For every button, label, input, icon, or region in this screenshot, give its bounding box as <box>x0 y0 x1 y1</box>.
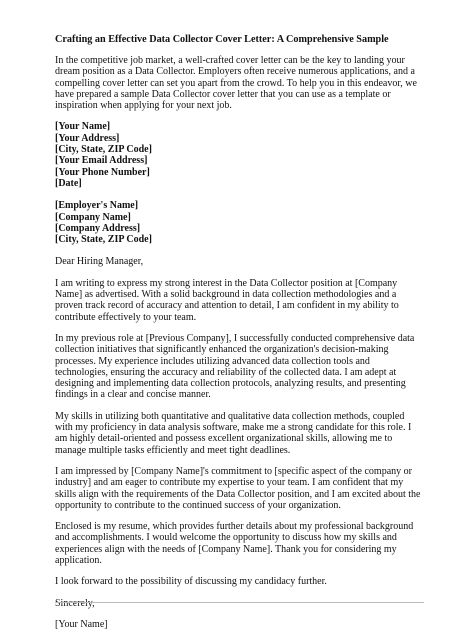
company-city-state-zip: [City, State, ZIP Code] <box>55 234 152 246</box>
sender-email: [Your Email Address] <box>55 155 148 167</box>
sender-address: [Your Address] <box>55 132 120 144</box>
closing: Sincerely, <box>55 597 95 609</box>
body-paragraph-5: Enclosed is my resume, which provides further details about my professional background and accomplishments. I would welcome the opportunity to discuss how my skills and experiences align with the needs of [Company Name]. Thank you for considering my application. <box>55 521 414 566</box>
recipient-block <box>55 200 424 245</box>
sender-block <box>55 121 424 189</box>
company-address: [Company Address] <box>55 222 141 234</box>
footer-divider <box>55 602 424 603</box>
sender-date: [Date] <box>55 177 82 189</box>
intro-paragraph: In the competitive job market, a well-crafted cover letter can be the key to landing your dream position as a Data Collector. Employers often receive numerous applications, and a compelling cover letter can set you apart from the crowd. To help you in this endeavor, we have prepared a sample Data Collector cover letter that you can use as a template or inspiration when applying for your next job. <box>55 55 417 112</box>
signature: [Your Name] <box>55 618 108 630</box>
sender-name: [Your Name] <box>55 121 111 133</box>
employer-name: [Employer's Name] <box>55 200 139 212</box>
body-paragraph-4: I am impressed by [Company Name]'s commitment to [specific aspect of the company or industry] and am eager to contribute my expertise to your team. I am confident that my skills align with the requirements of the Data Collector position, and I am excited about the opportunity to contribute to the continued success of your organization. <box>55 465 421 511</box>
sender-phone: [Your Phone Number] <box>55 166 150 178</box>
sender-city-state-zip: [City, State, ZIP Code] <box>55 144 152 156</box>
body-paragraph-1: I am writing to express my strong interest in the Data Collector position at [Company Name] as advertised. With a solid background in data collection methodologies and a proven track record of accuracy and attention to detail, I am confident in my ability to contribute effectively to your team. <box>55 277 399 323</box>
company-name: [Company Name] <box>55 211 131 223</box>
body-paragraph-2: In my previous role at [Previous Company], I successfully conducted comprehensive data collection initiatives that significantly enhanced the organization's decision-making processes. My experience includes utilizing advanced data collection tools and technologies, ensuring the accuracy and reliability of the collected data. I am adept at designing and implementing data collection protocols, analyzing results, and presenting findings in a clear and concise manner. <box>55 332 415 401</box>
body-paragraph-6: I look forward to the possibility of discussing my candidacy further. <box>55 576 327 588</box>
salutation: Dear Hiring Manager, <box>55 256 144 268</box>
body-paragraph-3: My skills in utilizing both quantitative and qualitative data collection methods, coupled with my proficiency in data analysis software, make me a strong candidate for this role. I am highly detail-oriented and possess excellent organizational skills, allowing me to manage multiple tasks efficiently and meet tight deadlines. <box>55 410 412 456</box>
document-title: Crafting an Effective Data Collector Cover Letter: A Comprehensive Sample <box>55 34 389 45</box>
